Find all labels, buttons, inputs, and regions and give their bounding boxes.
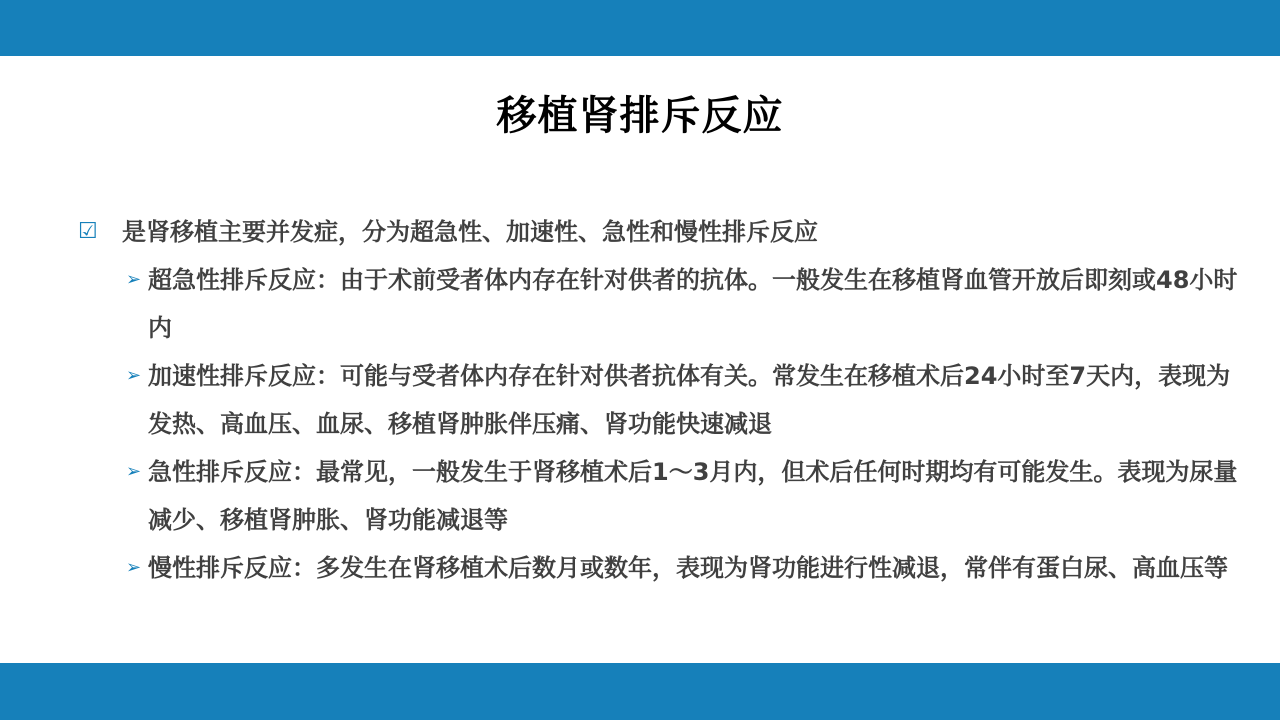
sub-bullet-list — [126, 256, 1238, 592]
sub-bullet-text: 慢性排斥反应：多发生在肾移植术后数月或数年，表现为肾功能进行性减退，常伴有蛋白尿、高血压等 — [148, 554, 1228, 582]
sub-bullet — [126, 544, 1238, 592]
sub-bullet — [126, 352, 1238, 448]
sub-bullet-text: 急性排斥反应：最常见，一般发生于肾移植术后1～3月内，但术后任何时期均有可能发生。表现为尿量减少、移植肾肿胀、肾功能减退等 — [148, 458, 1238, 534]
slide-title: 移植肾排斥反应 — [496, 93, 784, 139]
slide-content — [78, 212, 1238, 592]
arrow-icon: ➢ — [126, 557, 142, 578]
arrow-icon: ➢ — [126, 365, 142, 386]
sub-bullet-text: 超急性排斥反应：由于术前受者体内存在针对供者的抗体。一般发生在移植肾血管开放后即刻或48小时内 — [148, 266, 1238, 342]
sub-bullet-text: 加速性排斥反应：可能与受者体内存在针对供者抗体有关。常发生在移植术后24小时至7天内，表现为发热、高血压、血尿、移植肾肿胀伴压痛、肾功能快速减退 — [148, 362, 1231, 438]
sub-bullet — [126, 448, 1238, 544]
main-bullet — [78, 212, 1238, 252]
sub-bullet — [126, 256, 1238, 352]
checkbox-icon: ☑ — [78, 219, 98, 244]
footer-bar — [0, 663, 1280, 720]
arrow-icon: ➢ — [126, 461, 142, 482]
arrow-icon: ➢ — [126, 269, 142, 290]
header-bar — [0, 0, 1280, 56]
main-bullet-text: 是肾移植主要并发症，分为超急性、加速性、急性和慢性排斥反应 — [122, 218, 818, 246]
